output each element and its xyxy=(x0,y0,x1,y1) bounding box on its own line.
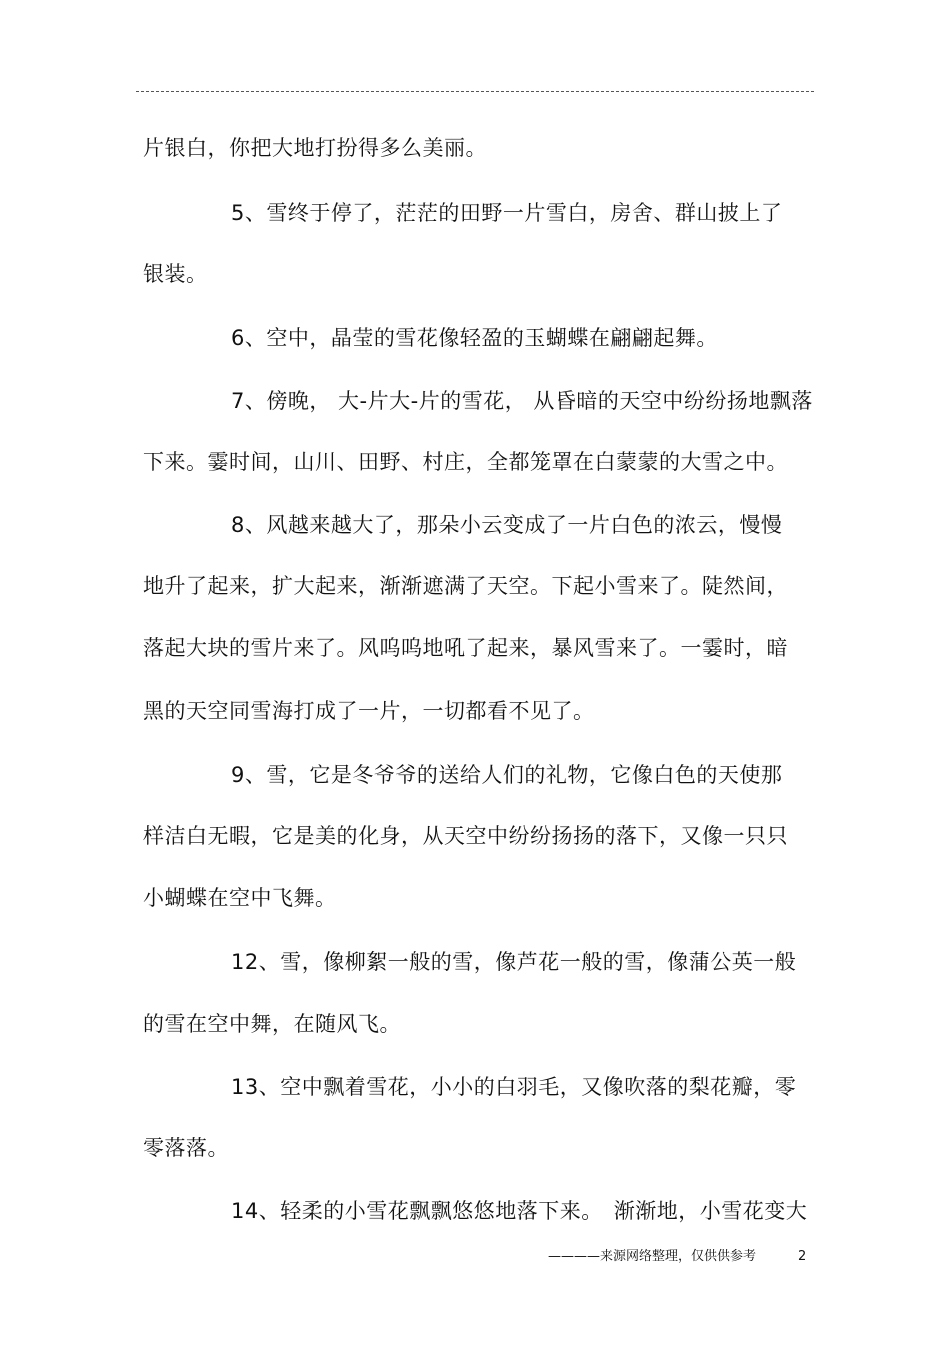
text-line: 14、轻柔的小雪花飘飘悠悠地落下来。 渐渐地，小雪花变大 xyxy=(231,1199,808,1223)
text-line: 13、空中飘着雪花，小小的白羽毛，又像吹落的梨花瓣，零 xyxy=(231,1075,797,1099)
text-line: 的雪在空中舞，在随风飞。 xyxy=(143,1012,401,1036)
text-line: 7、傍晚， 大-片大-片的雪花， 从昏暗的天空中纷纷扬地飘落 xyxy=(231,389,813,413)
header-divider xyxy=(136,91,814,92)
text-line: 5、雪终于停了，茫茫的田野一片雪白，房舍、群山披上了 xyxy=(231,201,783,225)
text-line: 9、雪，它是冬爷爷的送给人们的礼物，它像白色的天使那 xyxy=(231,763,783,787)
text-line: 零落落。 xyxy=(143,1136,229,1160)
text-line: 银装。 xyxy=(143,262,208,286)
text-line: 6、空中，晶莹的雪花像轻盈的玉蝴蝶在翩翩起舞。 xyxy=(231,326,718,350)
text-line: 8、风越来越大了，那朵小云变成了一片白色的浓云，慢慢 xyxy=(231,513,783,537)
footer-source-note: ————来源网络整理，仅供供参考 xyxy=(548,1249,757,1264)
page-number: 2 xyxy=(798,1249,807,1264)
text-line: 落起大块的雪片来了。风呜呜地吼了起来，暴风雪来了。一霎时，暗 xyxy=(143,636,788,660)
text-line: 片银白，你把大地打扮得多么美丽。 xyxy=(143,136,487,160)
text-line: 小蝴蝶在空中飞舞。 xyxy=(143,886,337,910)
text-line: 黑的天空同雪海打成了一片，一切都看不见了。 xyxy=(143,699,595,723)
text-line: 12、雪，像柳絮一般的雪，像芦花一般的雪，像蒲公英一般 xyxy=(231,950,797,974)
text-line: 地升了起来，扩大起来，渐渐遮满了天空。下起小雪来了。陡然间， xyxy=(143,574,788,598)
text-line: 下来。霎时间，山川、田野、村庄，全都笼罩在白蒙蒙的大雪之中。 xyxy=(143,450,788,474)
text-line: 样洁白无暇，它是美的化身，从天空中纷纷扬扬的落下，又像一只只 xyxy=(143,824,788,848)
